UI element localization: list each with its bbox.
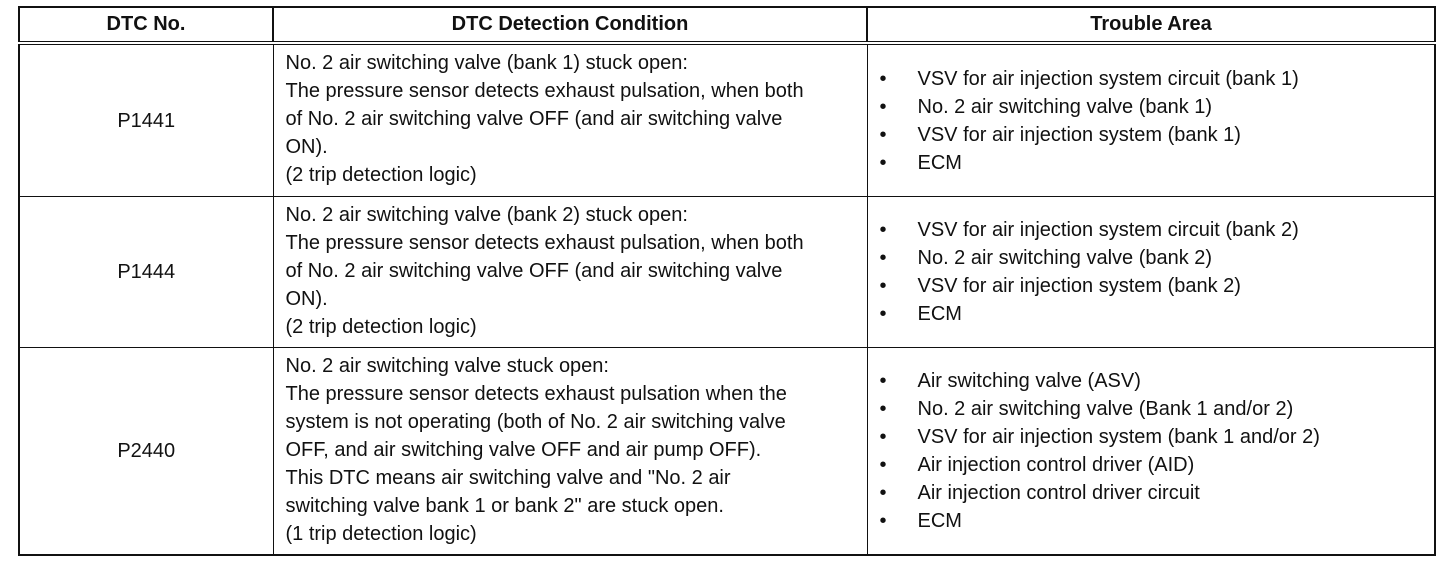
trouble-area-item: VSV for air injection system circuit (bank 1) xyxy=(917,67,1299,90)
trouble-area-item: Air injection control driver (AID) xyxy=(917,454,1195,476)
trouble-area-item: VSV for air injection system (bank 1) xyxy=(917,123,1241,146)
list-item xyxy=(868,244,1425,272)
bullet-icon: • xyxy=(879,275,887,297)
condition-line: (2 trip detection logic) xyxy=(285,164,477,186)
trouble-area-item: Air injection control driver circuit xyxy=(917,482,1200,504)
trouble-area-item: VSV for air injection system (bank 2) xyxy=(917,275,1241,297)
dtc-code: P1444 xyxy=(19,197,273,348)
trouble-area-item: No. 2 air switching valve (Bank 1 and/or 2) xyxy=(917,398,1294,420)
bullet-icon: • xyxy=(879,95,887,118)
list-item xyxy=(868,367,1425,395)
bullet-icon: • xyxy=(879,123,887,146)
bullet-icon: • xyxy=(879,67,887,90)
table-body xyxy=(19,43,1435,555)
trouble-area-item: Air switching valve (ASV) xyxy=(917,370,1141,392)
bullet-icon: • xyxy=(879,398,887,420)
table-header xyxy=(19,7,1435,43)
header-detection-condition: DTC Detection Condition xyxy=(273,7,867,43)
detection-condition xyxy=(273,43,867,197)
table-row xyxy=(19,43,1435,197)
condition-line: The pressure sensor detects exhaust pulsation when the xyxy=(285,383,787,405)
trouble-area xyxy=(867,348,1435,556)
list-item xyxy=(868,149,1425,177)
trouble-area-item: ECM xyxy=(917,510,962,532)
trouble-area-list xyxy=(868,216,1425,328)
condition-line: The pressure sensor detects exhaust pulsation, when both xyxy=(285,232,804,254)
condition-line: ON). xyxy=(285,136,328,158)
condition-line: The pressure sensor detects exhaust pulsation, when both xyxy=(285,80,804,102)
trouble-area-item: VSV for air injection system (bank 1 and/or 2) xyxy=(917,426,1320,448)
condition-line: No. 2 air switching valve (bank 2) stuck open: xyxy=(285,204,688,226)
detection-condition xyxy=(273,197,867,348)
list-item xyxy=(868,300,1425,328)
condition-line: (2 trip detection logic) xyxy=(285,316,477,338)
bullet-icon: • xyxy=(879,151,887,174)
trouble-area-list xyxy=(868,65,1425,177)
trouble-area xyxy=(867,197,1435,348)
bullet-icon: • xyxy=(879,219,887,241)
bullet-icon: • xyxy=(879,454,887,476)
header-dtc-no: DTC No. xyxy=(19,7,273,43)
condition-line: No. 2 air switching valve (bank 1) stuck open: xyxy=(285,52,688,74)
condition-line: (1 trip detection logic) xyxy=(285,523,477,545)
list-item xyxy=(868,65,1425,93)
bullet-icon: • xyxy=(879,370,887,392)
dtc-code: P1441 xyxy=(19,43,273,197)
condition-line: switching valve bank 1 or bank 2" are stuck open. xyxy=(285,495,724,517)
condition-line: system is not operating (both of No. 2 air switching valve xyxy=(285,411,786,433)
list-item xyxy=(868,479,1425,507)
bullet-icon: • xyxy=(879,247,887,269)
list-item xyxy=(868,272,1425,300)
trouble-area-item: VSV for air injection system circuit (bank 2) xyxy=(917,219,1299,241)
trouble-area-item: ECM xyxy=(917,303,962,325)
table-row xyxy=(19,197,1435,348)
list-item xyxy=(868,216,1425,244)
condition-line: of No. 2 air switching valve OFF (and air switching valve xyxy=(285,260,783,282)
bullet-icon: • xyxy=(879,426,887,448)
list-item xyxy=(868,423,1425,451)
trouble-area-item: No. 2 air switching valve (bank 1) xyxy=(917,95,1213,118)
trouble-area-item: ECM xyxy=(917,151,962,174)
bullet-icon: • xyxy=(879,303,887,325)
trouble-area xyxy=(867,43,1435,197)
condition-line: ON). xyxy=(285,288,328,310)
trouble-area-list xyxy=(868,367,1425,535)
detection-condition xyxy=(273,348,867,556)
list-item xyxy=(868,507,1425,535)
list-item xyxy=(868,451,1425,479)
condition-line: This DTC means air switching valve and "No. 2 air xyxy=(285,467,731,489)
condition-line: OFF, and air switching valve OFF and air pump OFF). xyxy=(285,439,762,461)
list-item xyxy=(868,395,1425,423)
condition-line: No. 2 air switching valve stuck open: xyxy=(285,355,609,377)
list-item xyxy=(868,93,1425,121)
header-trouble-area: Trouble Area xyxy=(867,7,1435,43)
bullet-icon: • xyxy=(879,482,887,504)
list-item xyxy=(868,121,1425,149)
dtc-table xyxy=(18,6,1436,556)
bullet-icon: • xyxy=(879,510,887,532)
table-row xyxy=(19,348,1435,556)
condition-line: of No. 2 air switching valve OFF (and air switching valve xyxy=(285,108,783,130)
header-row xyxy=(19,7,1435,43)
dtc-code: P2440 xyxy=(19,348,273,556)
trouble-area-item: No. 2 air switching valve (bank 2) xyxy=(917,247,1213,269)
